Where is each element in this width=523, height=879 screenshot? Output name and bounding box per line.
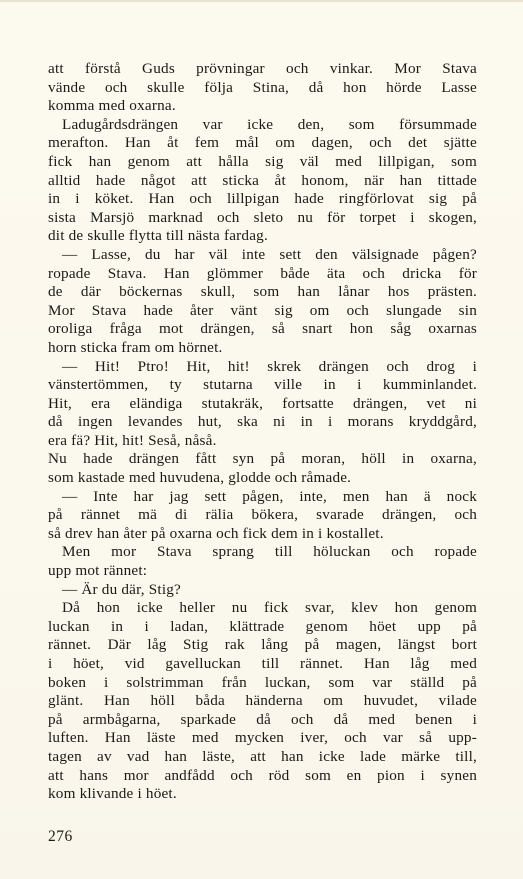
text-line: — Inte har jag sett pågen, inte, men han ä nock — [62, 487, 477, 505]
text-line: Hit, era eländiga stutakräk, fortsatte drängen, vet ni — [48, 394, 477, 412]
text-line: glänt. Han höll båda händerna om huvudet, vilade — [48, 692, 477, 710]
text-line: ropade Stava. Han glömmer både äta och dricka för — [48, 264, 477, 282]
body-text — [48, 60, 477, 804]
text-line: att förstå Guds prövningar och vinkar. Mor Stava — [48, 60, 477, 77]
text-line: vänstertömmen, ty stutarna ville in i kumminlandet. — [48, 376, 477, 394]
text-line: de där böckernas skull, som han lånar hos prästen. — [48, 283, 477, 301]
text-line: — Lasse, du har väl inte sett den välsignade pågen? — [62, 245, 477, 263]
text-line: Nu hade drängen fått syn på moran, höll in oxarna, — [48, 450, 477, 468]
text-line: sista Marsjö marknad och sleto nu för torpet i skogen, — [48, 208, 477, 226]
text-line: Ladugårdsdrängen var icke den, som försummade — [62, 115, 477, 133]
text-line: att hans mor andfådd och röd som en pion i synen — [48, 766, 477, 784]
text-line: upp mot rännet: — [48, 562, 148, 580]
text-line: då ingen levandes hut, ska ni in i morans kryddgård, — [48, 413, 477, 431]
text-line: in i köket. Han och lillpigan hade ringförlovat sig på — [48, 190, 477, 208]
text-line: kom klivande i höet. — [48, 785, 177, 803]
text-line: luckan in i ladan, klättrade genom höet upp på — [48, 617, 477, 635]
page-top-edge — [0, 0, 523, 2]
text-line: på rännet mä di rälia bökera, svarade drängen, och — [48, 506, 477, 524]
text-line: Mor Stava hade åter vänt sig om och slungade sin — [48, 301, 477, 319]
text-line: luften. Han läste med mycken iver, och var så upp- — [48, 729, 477, 747]
text-line: på armbågarna, sparkade då och då med benen i — [48, 710, 477, 728]
text-line: tagen av vad han läste, att han icke lade märke till, — [48, 747, 477, 765]
text-line: fick han genom att hålla sig väl med lillpigan, som — [48, 152, 477, 170]
text-line: horn sticka fram om hörnet. — [48, 338, 223, 356]
text-line: som kastade med huvudena, glodde och råmade. — [48, 469, 352, 487]
text-line: boken i solstrimman från luckan, som var ställd på — [48, 673, 477, 691]
text-line: dit de skulle flytta till nästa fardag. — [48, 227, 268, 245]
text-line: — Är du där, Stig? — [62, 580, 181, 598]
text-line: i höet, vid gavelluckan till rännet. Han låg med — [48, 655, 477, 672]
text-line: Men mor Stava sprang till höluckan och ropade — [62, 543, 477, 561]
text-line: alltid hade något att sticka åt honom, när han tittade — [48, 171, 477, 189]
text-line: — Hit! Ptro! Hit, hit! skrek drängen och drog i — [62, 357, 477, 375]
text-line: merafton. Han åt fem mål om dagen, och det sjätte — [48, 134, 477, 152]
text-line: Då hon icke heller nu fick svar, klev hon genom — [62, 599, 477, 617]
page-number: 276 — [48, 828, 73, 845]
text-line: så drev han åter på oxarna och fick dem in i kostallet. — [48, 524, 384, 542]
text-line: rännet. Där låg Stig rak lång på magen, längst bort — [48, 636, 477, 654]
text-line: oroliga fråga mot drängen, så snart hon såg oxarnas — [48, 320, 477, 338]
text-line: vände och skulle följa Stina, då hon hörde Lasse — [48, 78, 477, 96]
text-line: era fä? Hit, hit! Seså, nåså. — [48, 431, 217, 449]
text-line: komma med oxarna. — [48, 97, 176, 115]
